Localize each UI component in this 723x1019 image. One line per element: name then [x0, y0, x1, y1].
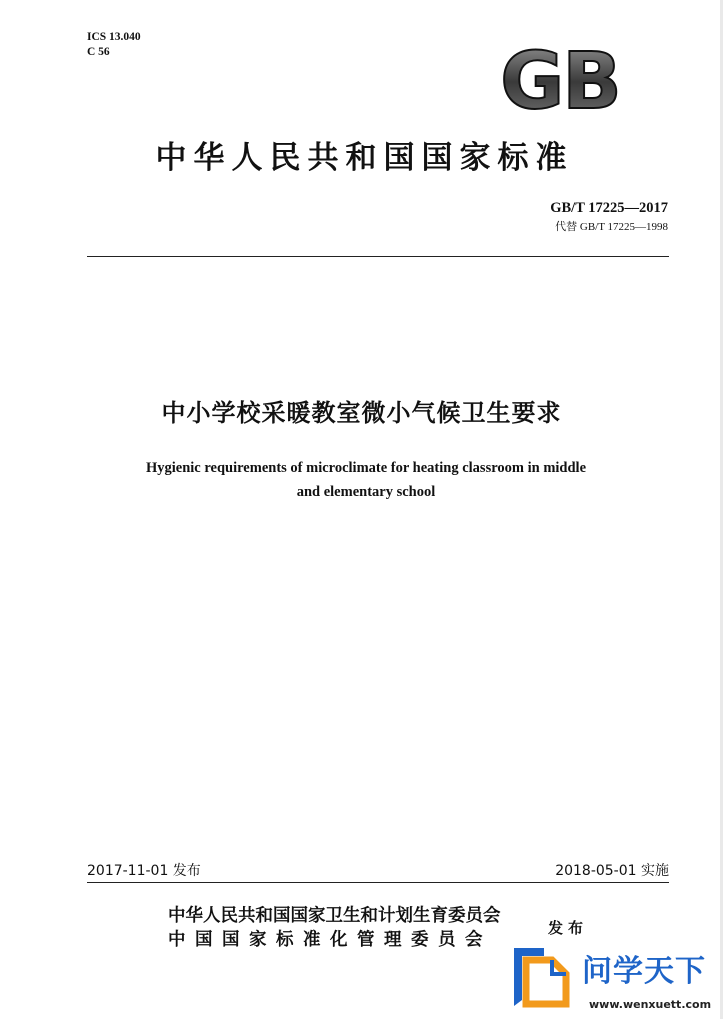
watermark-url: www.wenxuett.com	[589, 998, 712, 1011]
gb-logo-text: GB	[500, 38, 620, 120]
issuer-line2: 中国国家标准化管理委员会	[168, 930, 492, 950]
replaces-standard: 代替 GB/T 17225—1998	[555, 221, 668, 233]
ics-code: ICS 13.040	[87, 31, 141, 43]
issuing-authorities	[168, 904, 501, 952]
document-title-cn: 中小学校采暖教室微小气候卫生要求	[161, 399, 562, 427]
standard-number: GB/T 17225—2017	[550, 200, 668, 216]
divider-bottom	[87, 882, 669, 883]
classification-codes	[87, 30, 141, 60]
publish-label: 发布	[548, 919, 589, 937]
ccs-code: C 56	[87, 46, 110, 58]
divider-top	[87, 256, 669, 257]
implementation-date: 2018-05-01 实施	[555, 863, 669, 879]
issue-date: 2017-11-01 发布	[87, 863, 201, 879]
standard-type-title: 中华人民共和国国家标准	[155, 140, 574, 176]
issuer-line1: 中华人民共和国国家卫生和计划生育委员会	[168, 906, 501, 926]
gb-logo	[484, 38, 636, 120]
document-title-en-line1: Hygienic requirements of microclimate for heating classroom in middle	[145, 460, 587, 476]
document-title-en	[110, 456, 622, 504]
watermark-logo-icon	[508, 944, 572, 1010]
document-title-en-line2: and elementary school	[296, 484, 436, 500]
watermark-text: 问学天下	[582, 954, 706, 989]
standard-number-block	[550, 200, 668, 234]
